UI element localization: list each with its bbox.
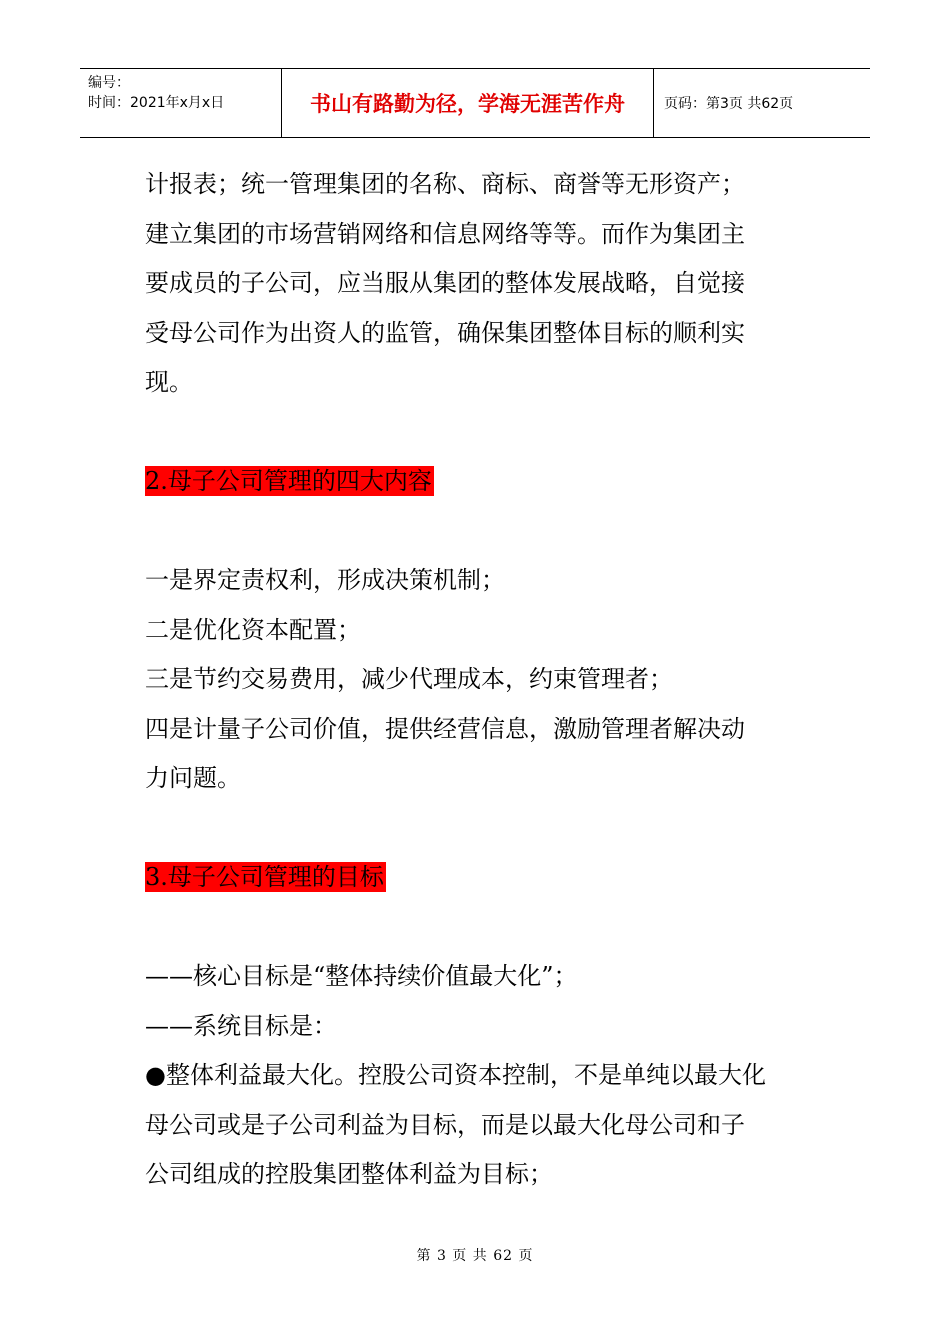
section-heading: 3.母子公司管理的目标 [145, 863, 384, 891]
body-line: 公司组成的控股集团整体利益为目标； [145, 1160, 553, 1188]
header-meta [80, 69, 282, 137]
body-line: 计报表；统一管理集团的名称、商标、商誉等无形资产； [145, 170, 745, 198]
spacer [145, 903, 815, 953]
date-label: 时间：2021年x月x日 [88, 95, 225, 111]
section-heading-wrap [145, 853, 815, 903]
body-line: ——系统目标是： [145, 1011, 337, 1040]
page-header [80, 68, 870, 138]
spacer [145, 804, 815, 854]
body-line: 建立集团的市场营销网络和信息网络等等。而作为集团主 [145, 219, 745, 248]
body-line: 受母公司作为出资人的监管，确保集团整体目标的顺利实 [145, 318, 745, 347]
spacer [145, 408, 815, 458]
body-line: 四是计量子公司价值，提供经营信息，激励管理者解决动 [145, 714, 745, 743]
body-line: 母公司或是子公司利益为目标，而是以最大化母公司和子 [145, 1110, 745, 1139]
page-footer: 第 3 页 共 62 页 [416, 1248, 534, 1264]
body-line: 二是优化资本配置； [145, 615, 361, 644]
body-line: ●整体利益最大化。控股公司资本控制，不是单纯以最大化 [145, 1061, 766, 1089]
spacer [145, 507, 815, 557]
body-line: 三是节约交易费用，减少代理成本，约束管理者； [145, 665, 673, 693]
body-line: 力问题。 [145, 764, 241, 792]
section-heading: 2.母子公司管理的四大内容 [145, 467, 432, 495]
section-heading-wrap [145, 457, 815, 507]
doc-number-label: 编号： [88, 75, 130, 91]
document-body [145, 160, 815, 1200]
body-line: 现。 [145, 368, 193, 396]
header-page-info: 页码：第3页 共62页 [664, 96, 794, 112]
body-line: 一是界定责权利，形成决策机制； [145, 566, 505, 594]
body-line: 要成员的子公司，应当服从集团的整体发展战略，自觉接 [145, 269, 745, 297]
body-line: ——核心目标是“整体持续价值最大化”； [145, 962, 578, 990]
header-motto: 书山有路勤为径，学海无涯苦作舟 [282, 69, 654, 137]
